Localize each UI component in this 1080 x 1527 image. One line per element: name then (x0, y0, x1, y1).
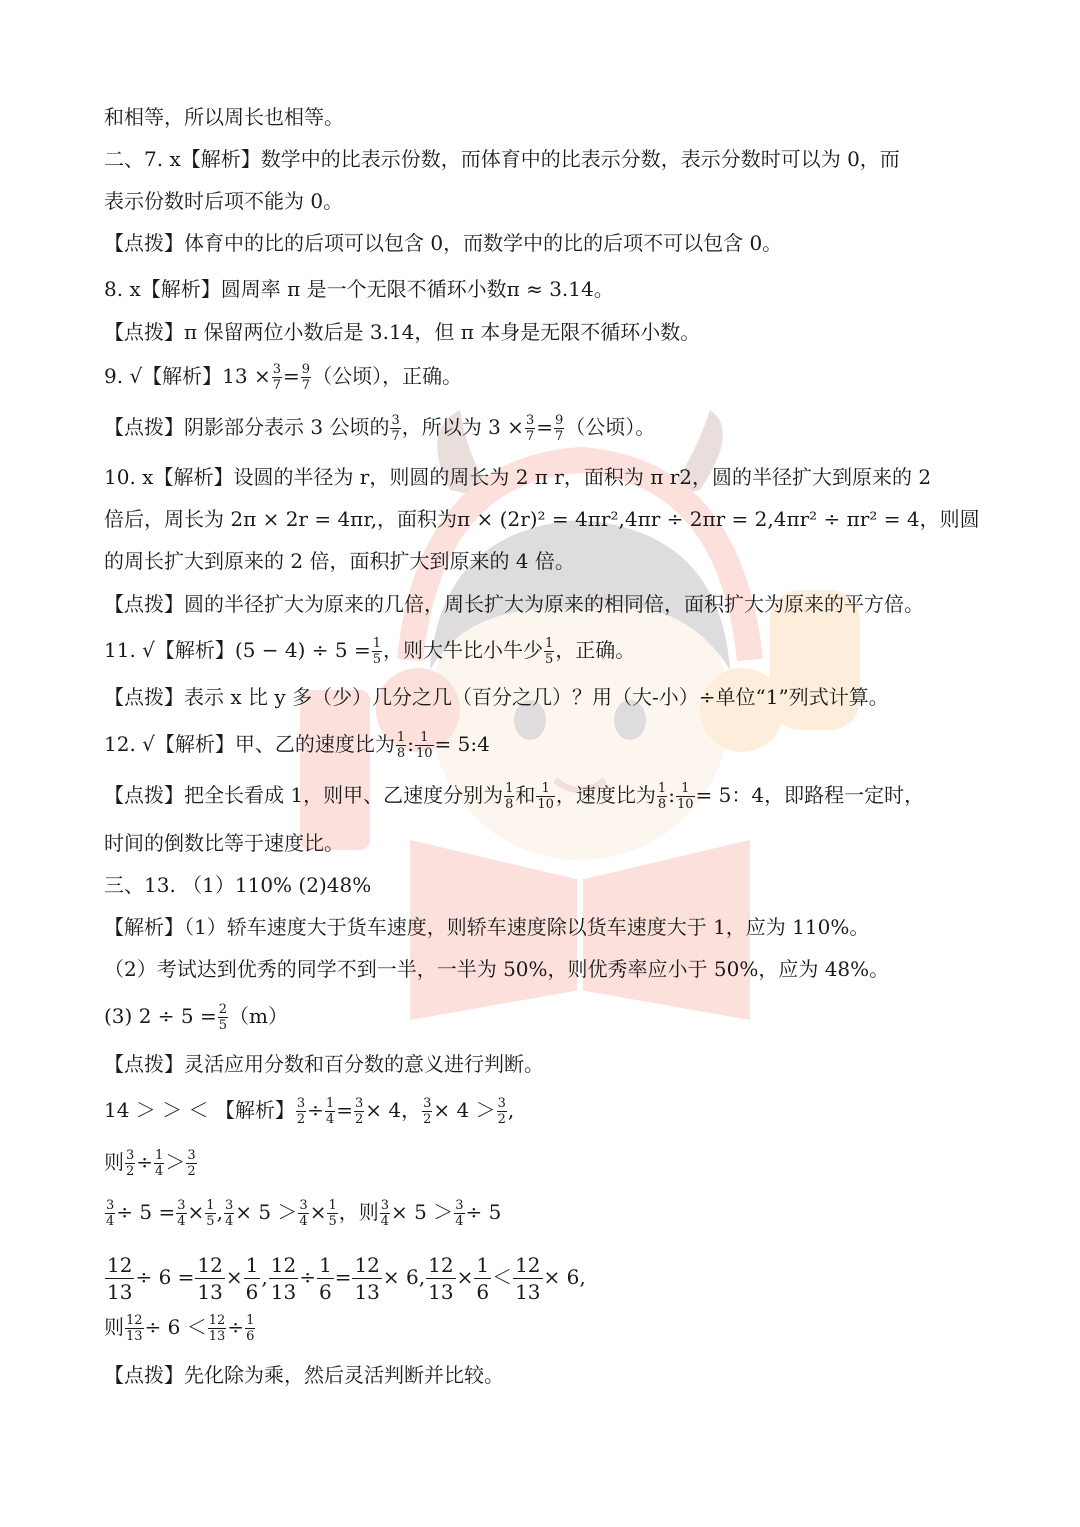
text-line: （2）考试达到优秀的同学不到一半，一半为 50%，则优秀率应小于 50%，应为 48%。 (104, 957, 890, 981)
fraction: $\frac{3}{4}$ (455, 1198, 464, 1229)
fraction: $\frac{1}{8}$ (396, 730, 406, 761)
fraction: $\frac{3}{7}$ (272, 362, 282, 393)
text-line: 【点拨】把全长看成 1，则甲、乙速度分别为 $\frac{1}{8}$ 和 $\frac{1}{10}$ ，速度比为 $\frac{1}{8}$ : $\frac{1}{10}$ = 5：4，即路程一定时， (104, 781, 925, 812)
text-line: 倍后，周长为 2π × 2r = 4πr,，面积为π × (2r)² = 4πr²,4πr ÷ 2πr = 2,4πr² ÷ πr² = 4，则圆 (104, 507, 980, 531)
text-line: 11. √【解析】(5 − 4) ÷ 5 = $\frac{1}{5}$ ，则大牛比小牛少 $\frac{1}{5}$ ，正确。 (104, 636, 636, 667)
fraction: $\frac{1}{10}$ (676, 781, 694, 812)
fraction: $\frac{2}{5}$ (218, 1002, 228, 1033)
text-line: 【点拨】先化除为乘，然后灵活判断并比较。 (104, 1363, 504, 1387)
text-line: 【点拨】圆的半径扩大为原来的几倍，周长扩大为原来的相同倍，面积扩大为原来的平方倍。 (104, 592, 924, 616)
text-line: $\frac{12}{13}$ ÷ 6 = $\frac{12}{13}$ × $\frac{1}{6}$ , $\frac{12}{13}$ ÷ $\frac{1}{6}$ = $\frac{12}{13}$ × 6, $\frac{12}{13}$ × $\frac{1}{6}$ ＜ $\frac{12}{13}$ × 6, (107, 1253, 586, 1304)
text-line: $\frac{3}{4}$ ÷ 5 = $\frac{3}{4}$ × $\frac{1}{5}$ , $\frac{3}{4}$ × 5 ＞ $\frac{3}{4}$ × $\frac{1}{5}$ ，则 $\frac{3}{4}$ × 5 ＞ $\frac{3}{4}$ ÷ 5 (106, 1198, 502, 1229)
fraction: $\frac{3}{2}$ (126, 1148, 135, 1179)
fraction: $\frac{1}{5}$ (372, 636, 382, 667)
text-line: 则 $\frac{3}{2}$ ÷ $\frac{1}{4}$ ＞ $\frac{3}{2}$ (104, 1148, 196, 1179)
fraction: $\frac{9}{7}$ (554, 413, 564, 444)
fraction: $\frac{3}{7}$ (391, 413, 400, 444)
fraction: $\frac{3}{2}$ (187, 1148, 196, 1179)
fraction: $\frac{1}{10}$ (415, 730, 433, 761)
fraction: $\frac{1}{8}$ (505, 781, 514, 812)
fraction: $\frac{12}{13}$ (107, 1253, 133, 1304)
text-line: 【点拨】灵活应用分数和百分数的意义进行判断。 (104, 1052, 544, 1076)
fraction: $\frac{1}{10}$ (537, 781, 554, 812)
fraction: $\frac{3}{2}$ (423, 1096, 432, 1127)
fraction: $\frac{12}{13}$ (197, 1253, 223, 1304)
text-line: 【点拨】体育中的比的后项可以包含 0，而数学中的比的后项不可以包含 0。 (104, 231, 783, 255)
text-line: 14 ＞ ＞ ＜ 【解析】 $\frac{3}{2}$ ÷ $\frac{1}{4}$ = $\frac{3}{2}$ × 4， $\frac{3}{2}$ × 4 ＞ $\frac{3}{2}$ , (104, 1096, 515, 1127)
fraction: $\frac{12}{13}$ (126, 1313, 143, 1344)
fraction: $\frac{12}{13}$ (208, 1313, 226, 1344)
fraction: $\frac{12}{13}$ (270, 1253, 297, 1304)
fraction: $\frac{3}{4}$ (177, 1198, 186, 1229)
fraction: $\frac{12}{13}$ (354, 1253, 380, 1304)
fraction: $\frac{1}{4}$ (325, 1096, 335, 1127)
fraction: $\frac{9}{7}$ (301, 362, 311, 393)
fraction: $\frac{1}{8}$ (657, 781, 667, 812)
text-line: 【点拨】表示 x 比 y 多（少）几分之几（百分之几）？用（大-小）÷单位“1”列式计算。 (104, 685, 889, 709)
fraction: $\frac{1}{6}$ (476, 1253, 490, 1304)
fraction: $\frac{1}{5}$ (206, 1198, 215, 1229)
text-line: 二、7. x【解析】数学中的比表示份数，而体育中的比表示分数，表示分数时可以为 0，而 (104, 147, 900, 171)
text-line: 【解析】（1）轿车速度大于货车速度，则轿车速度除以货车速度大于 1，应为 110%。 (104, 915, 870, 939)
text-line: 10. x【解析】设圆的半径为 r，则圆的周长为 2 π r，面积为 π r2，圆的半径扩大到原来的 2 (104, 465, 932, 489)
fraction: $\frac{3}{4}$ (224, 1198, 234, 1229)
text-line: 12. √【解析】甲、乙的速度比为 $\frac{1}{8}$ : $\frac{1}{10}$ = 5:4 (104, 730, 490, 761)
fraction: $\frac{3}{2}$ (354, 1096, 364, 1127)
fraction: $\frac{1}{5}$ (328, 1198, 337, 1229)
fraction: $\frac{3}{7}$ (525, 413, 535, 444)
text-line: 时间的倒数比等于速度比。 (104, 831, 344, 855)
text-line: 表示份数时后项不能为 0。 (104, 189, 344, 213)
fraction: $\frac{3}{4}$ (106, 1198, 115, 1229)
fraction: $\frac{1}{5}$ (545, 636, 554, 667)
fraction: $\frac{12}{13}$ (515, 1253, 541, 1304)
fraction: $\frac{3}{4}$ (299, 1198, 308, 1229)
text-line: 的周长扩大到原来的 2 倍，面积扩大到原来的 4 倍。 (104, 549, 575, 573)
text-line: 【点拨】π 保留两位小数后是 3.14，但 π 本身是无限不循环小数。 (104, 320, 701, 344)
fraction: $\frac{3}{4}$ (380, 1198, 390, 1229)
fraction: $\frac{3}{2}$ (296, 1096, 306, 1127)
text-line: 8. x【解析】圆周率 π 是一个无限不循环小数π ≈ 3.14。 (104, 277, 614, 301)
fraction: $\frac{1}{6}$ (318, 1253, 332, 1304)
fraction: $\frac{3}{2}$ (497, 1096, 506, 1127)
text-line: 9. √【解析】13 × $\frac{3}{7}$ = $\frac{9}{7}$ （公顷），正确。 (104, 362, 463, 393)
text-line: 【点拨】阴影部分表示 3 公顷的 $\frac{3}{7}$ ，所以为 3 × $\frac{3}{7}$ = $\frac{9}{7}$ （公顷）。 (104, 413, 656, 444)
text-line: 三、13. （1）110% (2)48% (104, 873, 372, 897)
text-line: 则 $\frac{12}{13}$ ÷ 6 ＜ $\frac{12}{13}$ ÷ $\frac{1}{6}$ (104, 1313, 255, 1344)
fraction: $\frac{1}{6}$ (245, 1253, 259, 1304)
text-line: 和相等，所以周长也相等。 (104, 105, 344, 129)
fraction: $\frac{12}{13}$ (428, 1253, 454, 1304)
fraction: $\frac{1}{6}$ (246, 1313, 255, 1344)
fraction: $\frac{1}{4}$ (155, 1148, 164, 1179)
text-line: (3) 2 ÷ 5 = $\frac{2}{5}$ （m） (104, 1002, 288, 1033)
